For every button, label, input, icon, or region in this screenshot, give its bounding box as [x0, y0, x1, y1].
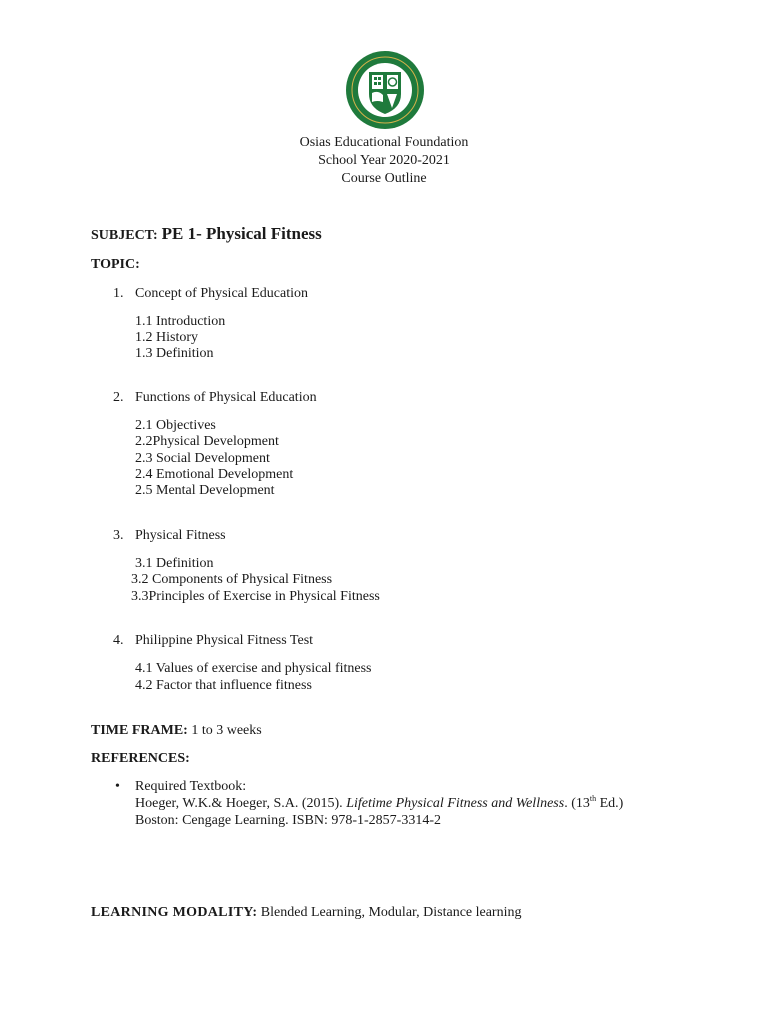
subtopic: 1.3 Definition — [135, 346, 214, 361]
subject-label: SUBJECT: — [91, 228, 158, 243]
school-year: School Year 2020-2021 — [318, 153, 450, 168]
topic-number: 3. — [113, 528, 124, 543]
subtopic: 3.2 Components of Physical Fitness — [131, 572, 333, 587]
subtopic: 3.1 Definition — [135, 556, 214, 571]
reference-edition-pre: . (13 — [564, 796, 590, 811]
topic-number: 1. — [113, 286, 124, 301]
reference-citation — [135, 796, 623, 812]
reference-edition-sup: th — [589, 794, 597, 803]
subject-value: PE 1- Physical Fitness — [161, 224, 322, 243]
learning-modality — [91, 905, 522, 921]
topic-title: Functions of Physical Education — [135, 390, 317, 405]
org-name: Osias Educational Foundation — [299, 135, 469, 150]
subtopic: 3.3Principles of Exercise in Physical Fitness — [131, 589, 380, 604]
subtopic: 4.2 Factor that influence fitness — [135, 678, 312, 693]
reference-authors: Hoeger, W.K.& Hoeger, S.A. (2015). — [135, 796, 343, 811]
bullet-icon: • — [115, 779, 120, 794]
subtopic: 2.3 Social Development — [135, 451, 270, 466]
doc-title: Course Outline — [341, 171, 427, 186]
subtopic: 2.5 Mental Development — [135, 483, 275, 498]
subtopic: 2.1 Objectives — [135, 418, 216, 433]
subject-line — [91, 224, 322, 244]
subtopic: 1.2 History — [135, 330, 198, 345]
topic-number: 2. — [113, 390, 124, 405]
reference-publisher: Boston: Cengage Learning. ISBN: 978-1-2857-3314-2 — [135, 813, 442, 828]
learning-modality-label: LEARNING MODALITY: — [91, 905, 258, 920]
topic-title: Concept of Physical Education — [135, 286, 309, 301]
time-frame-label: TIME FRAME: — [91, 723, 188, 738]
subtopic: 4.1 Values of exercise and physical fitness — [135, 661, 372, 676]
topic-number: 4. — [113, 633, 124, 648]
reference-edition-post: Ed.) — [596, 796, 624, 811]
learning-modality-value: Blended Learning, Modular, Distance learning — [260, 905, 522, 920]
school-seal-icon — [345, 50, 425, 130]
subtopic: 2.4 Emotional Development — [135, 467, 294, 482]
topic-label: TOPIC: — [91, 257, 140, 272]
required-textbook-label: Required Textbook: — [135, 779, 247, 794]
time-frame-value: 1 to 3 weeks — [191, 723, 262, 738]
reference-book-title: Lifetime Physical Fitness and Wellness — [346, 796, 565, 811]
subtopic: 1.1 Introduction — [135, 314, 226, 329]
time-frame — [91, 723, 262, 739]
subtopic: 2.2Physical Development — [135, 434, 279, 449]
references-label: REFERENCES: — [91, 751, 190, 766]
topic-title: Philippine Physical Fitness Test — [135, 633, 314, 648]
topic-title: Physical Fitness — [135, 528, 226, 543]
